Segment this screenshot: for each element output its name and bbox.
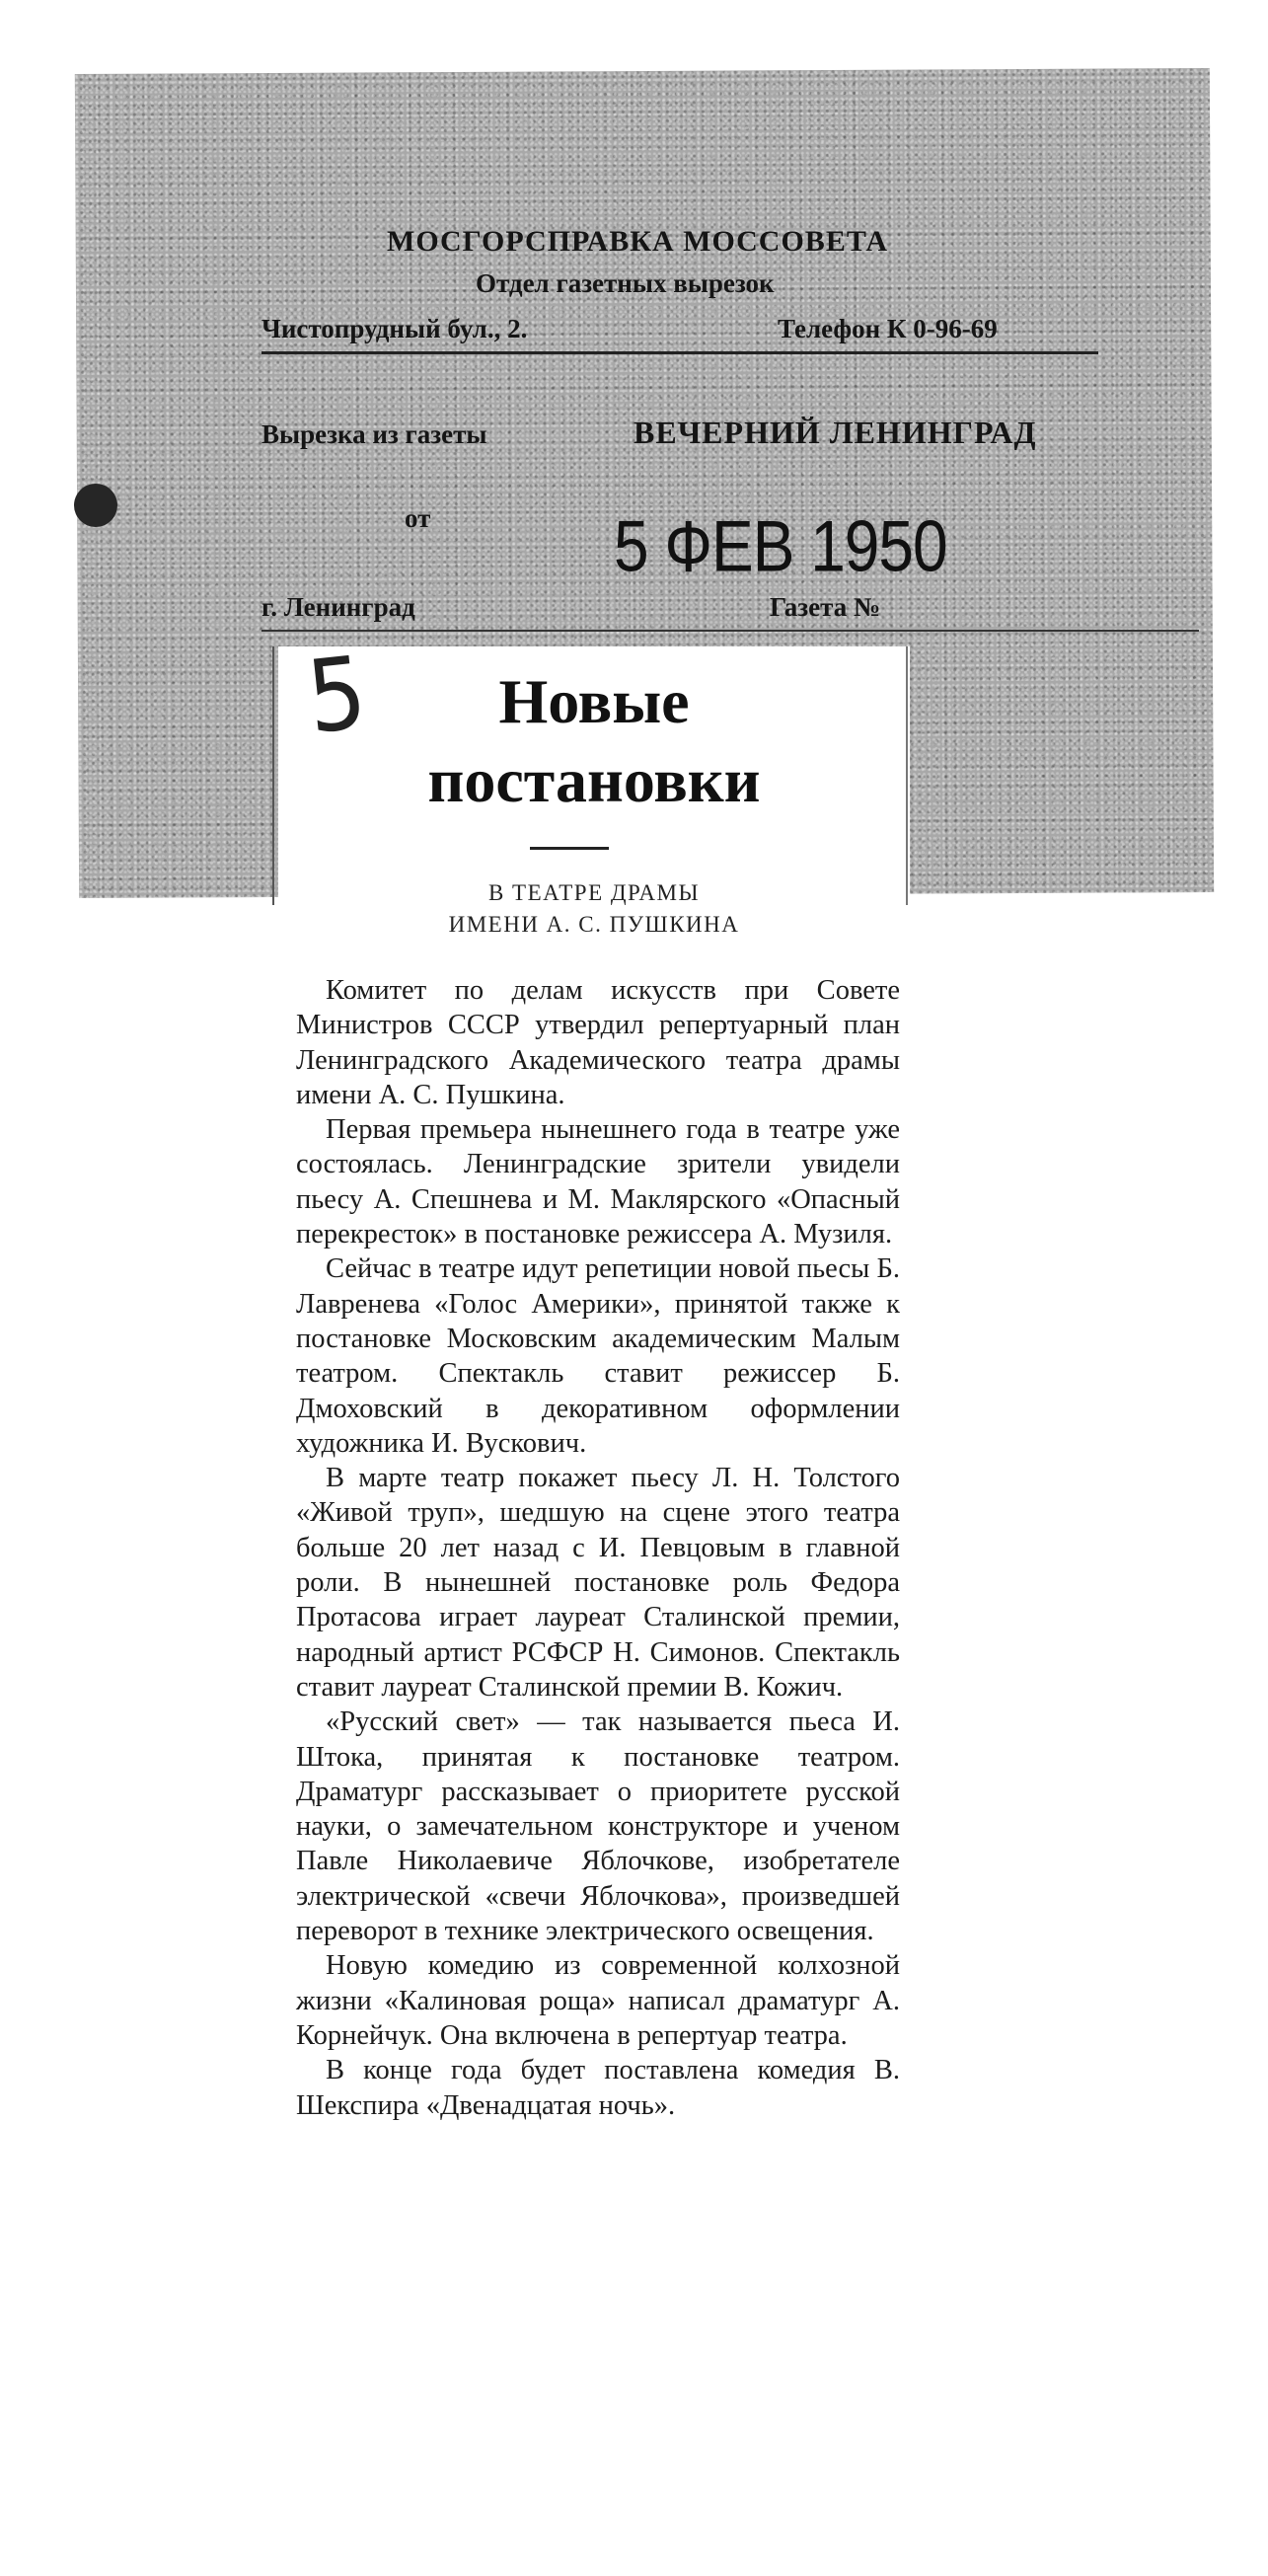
form-newspaper-name: ВЕЧЕРНИЙ ЛЕНИНГРАД — [634, 415, 1037, 450]
handwritten-number: 5 — [301, 634, 372, 757]
form-city: г. Ленинград — [261, 592, 415, 622]
form-city-underline — [261, 630, 1199, 632]
headline-line-2: постановки — [427, 745, 761, 815]
article-body — [296, 973, 900, 2123]
form-issue-label: Газета № — [770, 592, 881, 622]
article-paragraph: «Русский свет» — так называется пьеса И. Штока, принятая к постановке театром. Драматург рассказывает о приоритете русской науки, о замечательном конструкторе и ученом Павле Николаевиче Яблочкове, изобретателе электрической «свечи Яблочкова», произведшей переворот в технике электрического освещения. — [296, 1706, 900, 1947]
article-paragraph: Первая премьера нынешнего года в театре уже состоялась. Ленинградские зрители увидели пьесу А. Спешнева и М. Маклярского «Опасный перекресток» в постановке режиссера А. Музиля. — [296, 1114, 900, 1250]
form-address: Чистопрудный бул., 2. — [261, 314, 528, 343]
form-phone: Телефон К 0-96-69 — [778, 314, 998, 343]
subhead-line-1: В ТЕАТРЕ ДРАМЫ — [487, 880, 701, 905]
form-org-title: МОСГОРСПРАВКА МОССОВЕТА — [387, 225, 889, 258]
form-clip-label: Вырезка из газеты — [261, 419, 487, 449]
subhead-line-2: ИМЕНИ А. С. ПУШКИНА — [448, 912, 740, 937]
date-stamp: 5 ФЕВ 1950 — [614, 504, 947, 587]
form-from-label: от — [405, 503, 431, 533]
article-paragraph: В марте театр покажет пьесу Л. Н. Толстого «Живой труп», шедшую на сцене этого театра больше 20 лет назад с И. Певцовым в главной роли. В нынешней постановке роль Федора Протасова играет лауреат Сталинской премии, народный артист РСФСР Н. Симонов. Спектакль ставит лауреат Сталинской премии В. Кожич. — [296, 1463, 900, 1703]
headline-line-1: Новые — [498, 666, 690, 736]
form-department: Отдел газетных вырезок — [476, 268, 775, 298]
article-paragraph: Комитет по делам искусств при Совете Министров СССР утвердил репертуарный план Ленинградского Академического театра драмы имени А. С. Пушкина. — [296, 975, 900, 1110]
article-paragraph: Новую комедию из современной колхозной жизни «Калиновая роща» написал драматург А. Корнейчук. Она включена в репертуар театра. — [296, 1950, 900, 2051]
headline-rule — [530, 847, 609, 850]
article-paragraph: Сейчас в театре идут репетиции новой пьесы Б. Лавренева «Голос Америки», принятой также к постановке Московским академическим Малым театром. Спектакль ставит режиссер Б. Дмоховский в декоративном оформлении художника И. Вускович. — [296, 1253, 900, 1459]
punch-hole — [74, 484, 117, 527]
article-paragraph: В конце года будет поставлена комедия В. Шекспира «Двенадцатая ночь». — [296, 2055, 900, 2121]
form-address-underline — [261, 351, 1098, 354]
clipping-left-edge — [272, 646, 274, 905]
